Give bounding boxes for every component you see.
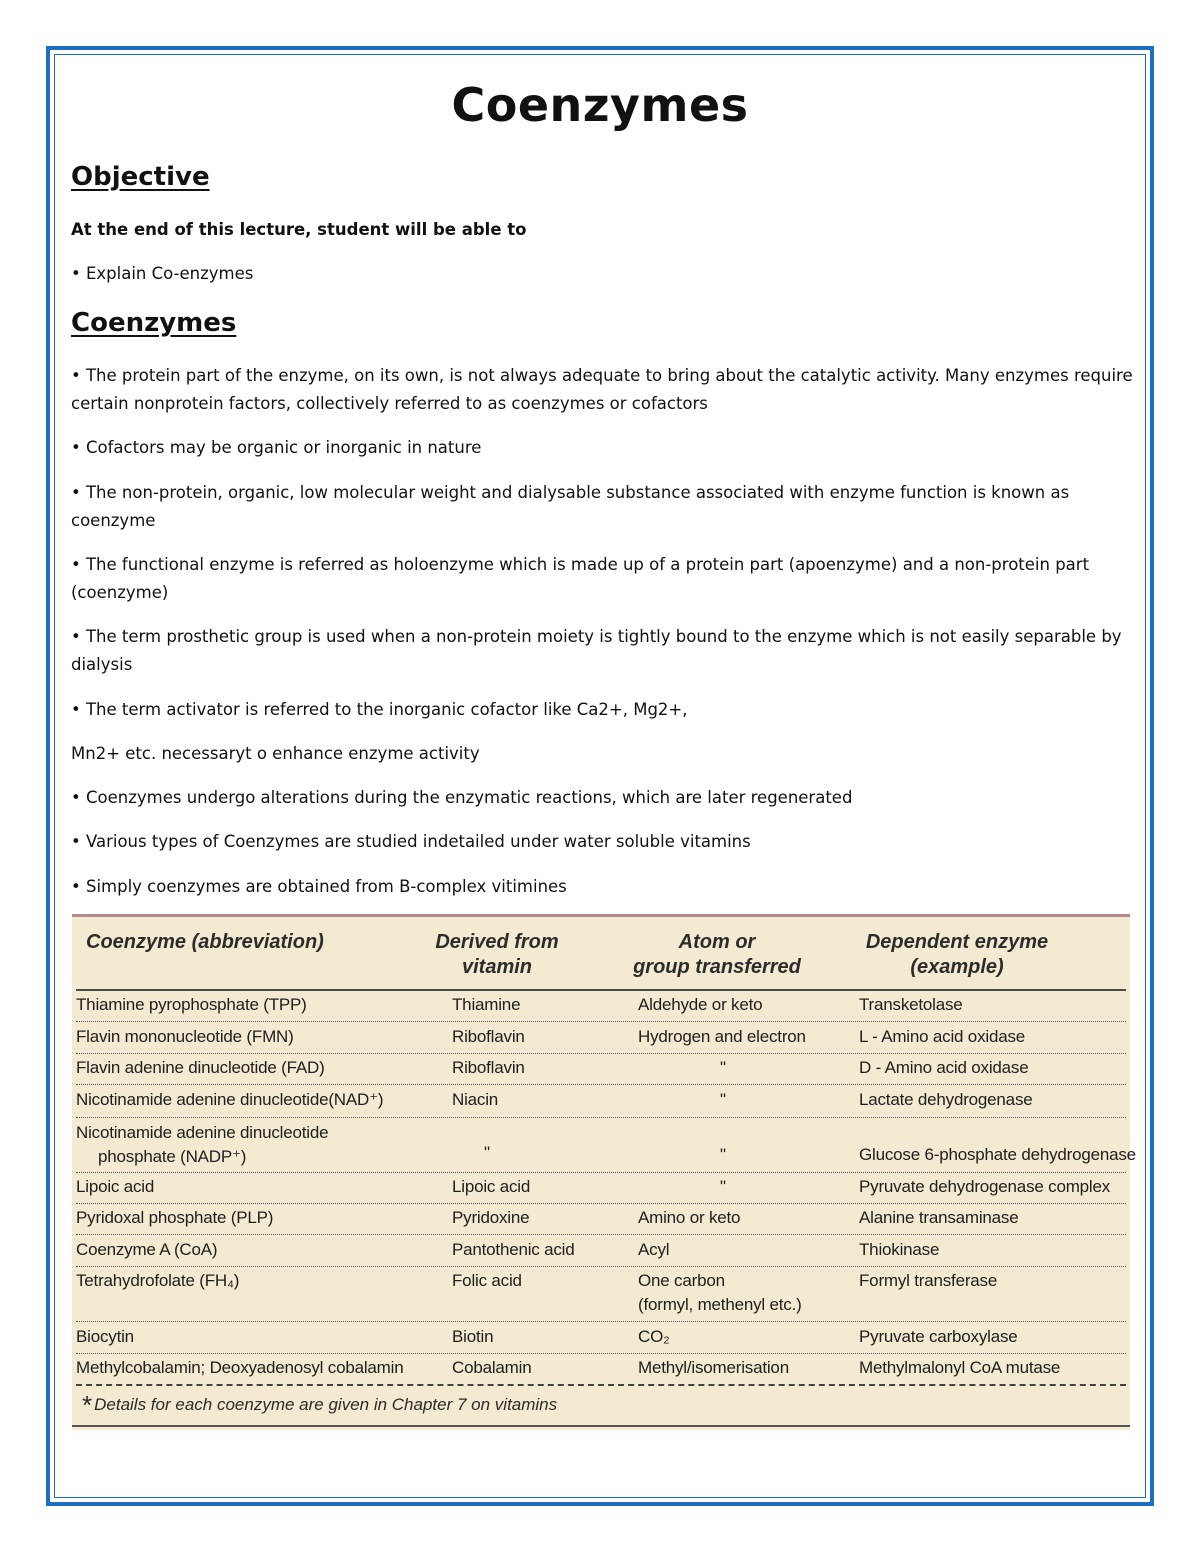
- row-divider: [76, 1117, 1126, 1118]
- header-vitamin-line1: Derived from: [435, 931, 559, 953]
- table-cell-group: Acyl: [638, 1240, 670, 1259]
- table-cell-group: ": [720, 1145, 726, 1164]
- table-top-rule: [72, 914, 1130, 917]
- coenzymes-heading: Coenzymes: [71, 308, 237, 338]
- table-cell-vitamin: ": [484, 1143, 490, 1162]
- table-cell-group: Aldehyde or keto: [638, 995, 763, 1014]
- table-cell-enzyme: Lactate dehydrogenase: [859, 1090, 1033, 1109]
- coenzyme-table: [72, 914, 1136, 1430]
- table-cell-coenzyme: Lipoic acid: [76, 1177, 155, 1196]
- row-divider: [76, 1266, 1126, 1267]
- paragraph-activator: • The term activator is referred to the inorganic cofactor like Ca2+, Mg2+,: [71, 700, 688, 719]
- table-bottom-rule: [72, 1425, 1130, 1427]
- table-cell-vitamin: Cobalamin: [452, 1358, 532, 1377]
- table-cell-vitamin: Pantothenic acid: [452, 1240, 575, 1259]
- table-cell-group: Amino or keto: [638, 1208, 741, 1227]
- table-cell-group: One carbon: [638, 1271, 725, 1290]
- table-cell-enzyme: Glucose 6-phosphate dehydrogenase: [859, 1145, 1136, 1164]
- table-cell-vitamin: Pyridoxine: [452, 1208, 530, 1227]
- table-cell-vitamin: Folic acid: [452, 1271, 522, 1290]
- table-cell-coenzyme: Nicotinamide adenine dinucleotide: [76, 1123, 329, 1142]
- objective-intro: At the end of this lecture, student will be able to: [71, 220, 527, 239]
- table-cell-enzyme: L - Amino acid oxidase: [859, 1027, 1026, 1046]
- table-cell-coenzyme: Tetrahydrofolate (FH₄): [76, 1271, 240, 1290]
- table-cell-group: ": [720, 1090, 726, 1109]
- header-enzyme-line2: (example): [910, 956, 1004, 978]
- paragraph-b-complex: • Simply coenzymes are obtained from B-complex vitimines: [71, 877, 567, 896]
- page-title: Coenzymes: [451, 78, 749, 132]
- table-cell-enzyme: Alanine transaminase: [859, 1208, 1019, 1227]
- row-divider: [76, 1053, 1126, 1054]
- table-cell-group-line2: (formyl, methenyl etc.): [638, 1295, 802, 1314]
- table-cell-coenzyme: Flavin mononucleotide (FMN): [76, 1027, 294, 1046]
- table-footnote: [82, 1390, 557, 1421]
- row-divider: [76, 1084, 1126, 1085]
- table-cell-vitamin: Riboflavin: [452, 1058, 525, 1077]
- row-divider: [76, 1021, 1126, 1022]
- table-cell-enzyme: Methylmalonyl CoA mutase: [859, 1358, 1061, 1377]
- header-group-line1: Atom or: [678, 931, 756, 953]
- table-cell-coenzyme: Thiamine pyrophosphate (TPP): [76, 995, 307, 1014]
- table-cell-coenzyme: Flavin adenine dinucleotide (FAD): [76, 1058, 325, 1077]
- header-vitamin: [412, 930, 582, 980]
- header-group: [622, 930, 812, 980]
- header-enzyme-line1: Dependent enzyme: [865, 931, 1049, 953]
- table-cell-coenzyme-line2: phosphate (NADP⁺): [98, 1147, 247, 1166]
- table-cell-coenzyme: Pyridoxal phosphate (PLP): [76, 1208, 274, 1227]
- row-divider: [76, 1172, 1126, 1173]
- paragraph-cofactors: • Cofactors may be organic or inorganic in nature: [71, 438, 482, 457]
- row-divider: [76, 1203, 1126, 1204]
- table-cell-vitamin: Niacin: [452, 1090, 499, 1109]
- table-cell-enzyme: Pyruvate carboxylase: [859, 1327, 1018, 1346]
- table-cell-enzyme: Pyruvate dehydrogenase complex: [859, 1177, 1111, 1196]
- paragraph-various-types: • Various types of Coenzymes are studied indetailed under water soluble vitamins: [71, 832, 751, 851]
- header-coenzyme-line1: Coenzyme (abbreviation): [86, 931, 324, 953]
- footnote-text: Details for each coenzyme are given in Chapter 7 on vitamins: [94, 1395, 558, 1414]
- table-cell-vitamin: Riboflavin: [452, 1027, 525, 1046]
- table-cell-enzyme: Thiokinase: [859, 1240, 940, 1259]
- table-cell-group: Hydrogen and electron: [638, 1027, 806, 1046]
- header-enzyme: [852, 930, 1062, 980]
- table-cell-vitamin: Thiamine: [452, 995, 521, 1014]
- row-divider: [76, 1234, 1126, 1235]
- objective-heading: Objective: [71, 162, 210, 192]
- header-rule: [76, 989, 1126, 991]
- paragraph-holoenzyme: • The functional enzyme is referred as holoenzyme which is made up of a protein part (apoenzyme) and a non-protein part (coenzyme): [71, 555, 1090, 602]
- footnote-star: *: [82, 1390, 93, 1420]
- header-group-line2: group transferred: [633, 956, 801, 978]
- row-divider: [76, 1321, 1126, 1322]
- paragraph-activator-cont: Mn2+ etc. necessaryt o enhance enzyme activity: [71, 744, 480, 763]
- table-cell-group: ": [720, 1058, 726, 1077]
- table-cell-coenzyme: Biocytin: [76, 1327, 134, 1346]
- footnote-rule: [76, 1384, 1126, 1386]
- table-cell-group: CO₂: [638, 1327, 670, 1346]
- table-cell-vitamin: Biotin: [452, 1327, 494, 1346]
- table-cell-enzyme: Formyl transferase: [859, 1271, 998, 1290]
- paragraph-non-protein: • The non-protein, organic, low molecular weight and dialysable substance associated with enzyme function is known as coenzyme: [71, 483, 1070, 530]
- table-cell-enzyme: Transketolase: [859, 995, 963, 1014]
- table-cell-enzyme: D - Amino acid oxidase: [859, 1058, 1029, 1077]
- header-coenzyme: [86, 930, 324, 955]
- table-cell-group: Methyl/isomerisation: [638, 1358, 789, 1377]
- table-cell-vitamin: Lipoic acid: [452, 1177, 531, 1196]
- table-cell-coenzyme: Methylcobalamin; Deoxyadenosyl cobalamin: [76, 1358, 404, 1377]
- paragraph-alterations: • Coenzymes undergo alterations during the enzymatic reactions, which are later regenerated: [71, 788, 853, 807]
- header-vitamin-line2: vitamin: [461, 956, 533, 978]
- table-cell-group: ": [720, 1177, 726, 1196]
- table-cell-coenzyme: Nicotinamide adenine dinucleotide(NAD⁺): [76, 1090, 384, 1109]
- table-cell-coenzyme: Coenzyme A (CoA): [76, 1240, 218, 1259]
- paragraph-prosthetic: • The term prosthetic group is used when a non-protein moiety is tightly bound to the enzyme which is not easily separable by dialysis: [71, 627, 1122, 674]
- paragraph-protein-part: • The protein part of the enzyme, on its own, is not always adequate to bring about the catalytic activity. Many enzymes require certain nonprotein factors, collectively referred to as coenzymes or cofactors: [71, 366, 1133, 413]
- objective-bullet: • Explain Co-enzymes: [71, 264, 254, 283]
- row-divider: [76, 1353, 1126, 1354]
